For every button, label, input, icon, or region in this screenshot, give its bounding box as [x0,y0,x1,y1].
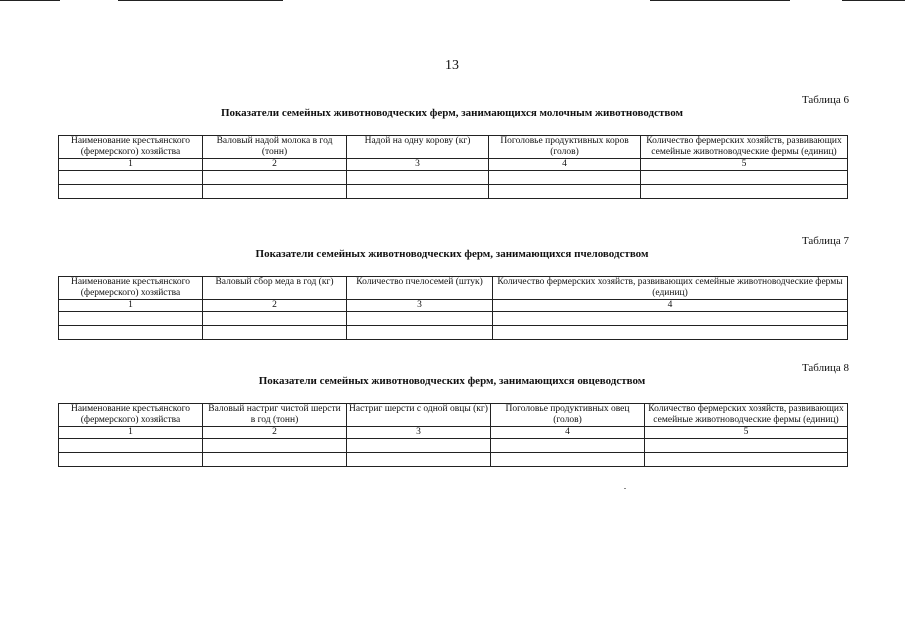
empty-cell [493,326,848,340]
header-cell: Валовый надой молока в год (тонн) [203,136,347,159]
table-row [59,439,848,453]
header-cell: Надой на одну корову (кг) [347,136,489,159]
empty-cell [493,312,848,326]
empty-cell [203,185,347,199]
table-6-caption: Показатели семейных животноводческих ферм, занимающихся молочным животноводством [220,107,684,119]
column-number-row [59,159,848,171]
header-cell: Наименование крестьянского (фермерского) хозяйства [59,136,203,159]
column-number: 1 [59,427,203,439]
column-number: 2 [203,427,347,439]
empty-cell [347,171,489,185]
table-6-label: Таблица 6 [801,94,849,106]
empty-cell [347,439,491,453]
table-7-caption: Показатели семейных животноводческих ферм, занимающихся пчеловодством [255,248,649,260]
table-header-row [59,136,848,159]
table-row [59,326,848,340]
empty-cell [203,326,347,340]
empty-cell [347,312,493,326]
header-cell: Валовый настриг чистой шерсти в год (тонн) [203,404,347,427]
header-cell: Настриг шерсти с одной овцы (кг) [347,404,491,427]
table-row [59,312,848,326]
table-header-row [59,277,848,300]
header-cell: Количество пчелосемей (штук) [347,277,493,300]
empty-cell [645,439,848,453]
header-cell: Количество фермерских хозяйств, развивающих семейные животноводческие фермы (единиц) [645,404,848,427]
scan-edge-line [842,0,905,1]
scan-edge-line [0,0,60,1]
empty-cell [491,453,645,467]
table-8-label: Таблица 8 [801,362,849,374]
column-number: 4 [489,159,641,171]
table-7 [58,276,848,340]
empty-cell [59,326,203,340]
scan-edge-line [650,0,790,1]
header-cell: Наименование крестьянского (фермерского) хозяйства [59,404,203,427]
header-cell: Количество фермерских хозяйств, развивающих семейные животноводческие фермы (единиц) [493,277,848,300]
column-number: 2 [203,300,347,312]
column-number-row [59,427,848,439]
column-number-row [59,300,848,312]
header-cell: Количество фермерских хозяйств, развивающих семейные животноводческие фермы (единиц) [641,136,848,159]
empty-cell [641,171,848,185]
empty-cell [59,171,203,185]
empty-cell [347,185,489,199]
column-number: 2 [203,159,347,171]
table-row [59,185,848,199]
empty-cell [203,439,347,453]
empty-cell [347,326,493,340]
table-7-label: Таблица 7 [801,235,849,247]
column-number: 3 [347,427,491,439]
header-cell: Валовый сбор меда в год (кг) [203,277,347,300]
column-number: 5 [645,427,848,439]
column-number: 4 [491,427,645,439]
column-number: 1 [59,159,203,171]
empty-cell [203,171,347,185]
column-number: 5 [641,159,848,171]
header-cell: Поголовье продуктивных коров (голов) [489,136,641,159]
empty-cell [489,171,641,185]
empty-cell [203,312,347,326]
empty-cell [641,185,848,199]
empty-cell [645,453,848,467]
empty-cell [59,312,203,326]
table-8 [58,403,848,467]
empty-cell [59,439,203,453]
empty-cell [59,185,203,199]
empty-cell [203,453,347,467]
empty-cell [489,185,641,199]
column-number: 3 [347,300,493,312]
scan-speck [624,488,626,489]
table-row [59,171,848,185]
table-row [59,453,848,467]
header-cell: Наименование крестьянского (фермерского) хозяйства [59,277,203,300]
table-6 [58,135,848,199]
header-cell: Поголовье продуктивных овец (голов) [491,404,645,427]
empty-cell [59,453,203,467]
empty-cell [347,453,491,467]
column-number: 3 [347,159,489,171]
page-number: 13 [445,58,459,73]
column-number: 1 [59,300,203,312]
column-number: 4 [493,300,848,312]
table-8-caption: Показатели семейных животноводческих ферм, занимающихся овцеводством [258,375,646,387]
empty-cell [491,439,645,453]
table-header-row [59,404,848,427]
scan-edge-line [118,0,283,1]
